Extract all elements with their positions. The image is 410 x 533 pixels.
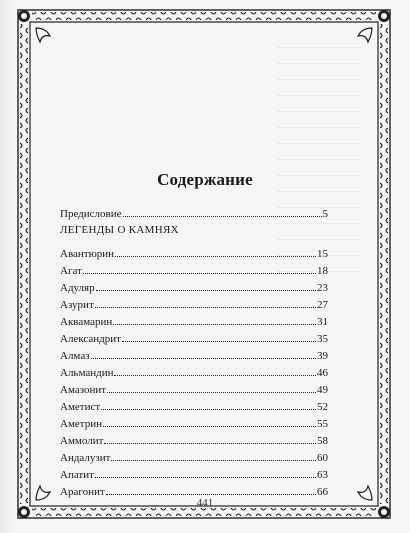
toc-entry-label: Аквамарин <box>60 316 113 328</box>
dot-leader <box>111 459 316 461</box>
toc-entry-page: 18 <box>317 265 328 277</box>
page-number: 441 <box>196 497 214 509</box>
dot-leader <box>115 255 316 257</box>
toc-entry <box>60 297 328 313</box>
toc-entry-label: Арагонит <box>60 486 105 498</box>
toc-entry-label: Предисловие <box>60 208 122 220</box>
toc-entry-page: 60 <box>317 452 328 464</box>
toc-entry-page: 52 <box>317 401 328 413</box>
toc-entry-page: 23 <box>317 282 328 294</box>
dot-leader <box>103 425 316 427</box>
toc-entry-page: 5 <box>322 208 328 220</box>
toc-entry <box>60 433 328 449</box>
toc-entry <box>60 348 328 364</box>
toc-entry-label: Андалузит <box>60 452 111 464</box>
toc-entry <box>60 263 328 279</box>
toc-entry <box>60 246 328 262</box>
toc-entry-label: Альмандин <box>60 367 114 379</box>
toc-entry-page: 15 <box>317 248 328 260</box>
toc-entry-label: Александрит <box>60 333 121 345</box>
toc-entry-label: Аммолит <box>60 435 104 447</box>
toc-entry-label: Агат <box>60 265 82 277</box>
toc-entry-label: Алмаз <box>60 350 90 362</box>
dot-leader <box>123 215 322 217</box>
toc-entry <box>60 399 328 415</box>
toc-entry-label: Авантюрин <box>60 248 115 260</box>
dot-leader <box>95 476 316 478</box>
dot-leader <box>95 306 316 308</box>
toc-entry <box>60 450 328 466</box>
toc-entry-label: Адуляр <box>60 282 95 294</box>
dot-leader <box>106 493 316 495</box>
toc-entry <box>60 280 328 296</box>
toc-entry-page: 35 <box>317 333 328 345</box>
toc-entry-page: 58 <box>317 435 328 447</box>
toc-entry-label: Аметрин <box>60 418 103 430</box>
toc-entry-page: 31 <box>317 316 328 328</box>
toc-entry <box>60 331 328 347</box>
dot-leader <box>91 357 316 359</box>
dot-leader <box>113 323 316 325</box>
toc-entry <box>60 467 328 483</box>
dot-leader <box>83 272 316 274</box>
dot-leader <box>104 442 316 444</box>
toc-entry-page: 66 <box>317 486 328 498</box>
dot-leader <box>101 408 316 410</box>
toc-entry-label: Апатит <box>60 469 94 481</box>
toc-entry-label: Амазонит <box>60 384 107 396</box>
page-title: Содержание <box>157 170 253 189</box>
dot-leader <box>96 289 316 291</box>
toc-entry <box>60 416 328 432</box>
toc-entry <box>60 365 328 381</box>
toc-entry-preface <box>60 206 328 222</box>
toc-entry <box>60 314 328 330</box>
section-heading: ЛЕГЕНДЫ О КАМНЯХ <box>60 224 179 236</box>
toc-entry-page: 46 <box>317 367 328 379</box>
toc-entry-label: Аметист <box>60 401 101 413</box>
toc-entry <box>60 382 328 398</box>
toc-entry-page: 49 <box>317 384 328 396</box>
toc-entry-page: 55 <box>317 418 328 430</box>
dot-leader <box>114 374 316 376</box>
toc-entry-label: Азурит <box>60 299 94 311</box>
toc-entry-page: 63 <box>317 469 328 481</box>
toc-entry-page: 39 <box>317 350 328 362</box>
dot-leader <box>107 391 316 393</box>
dot-leader <box>122 340 316 342</box>
toc-entry-page: 27 <box>317 299 328 311</box>
